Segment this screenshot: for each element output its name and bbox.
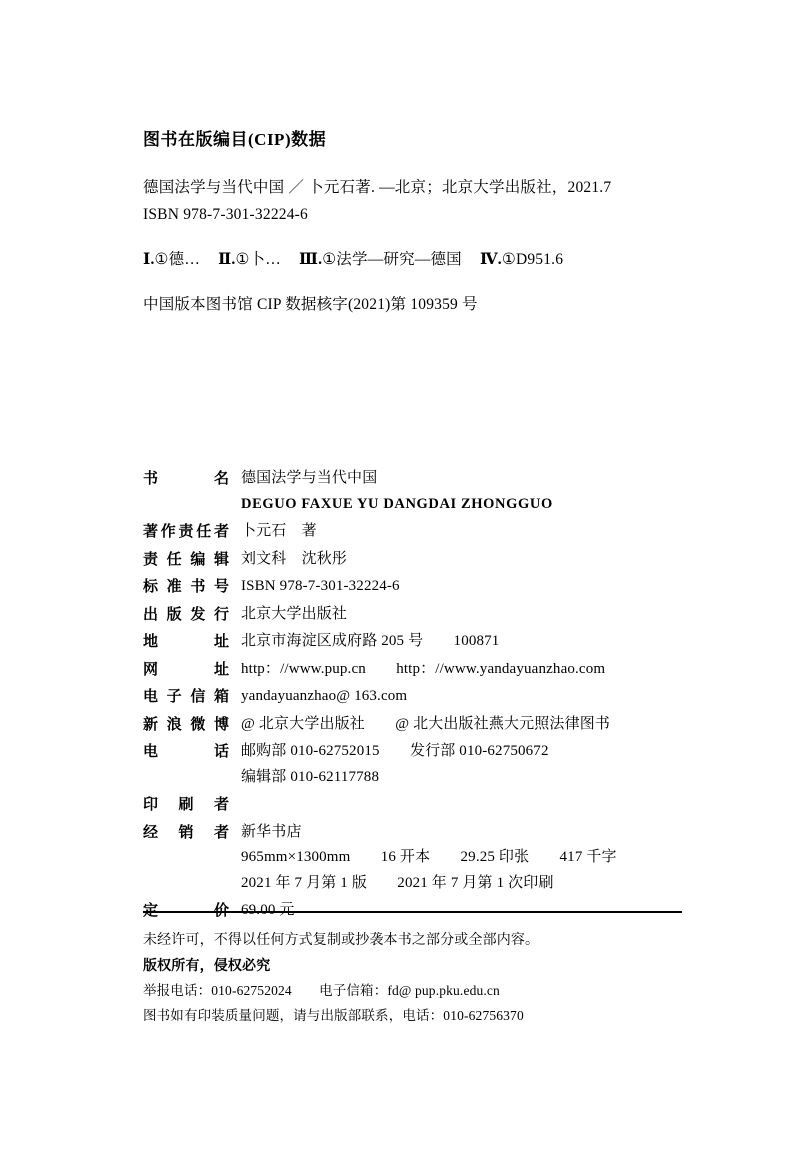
label-char: 编 bbox=[190, 550, 206, 568]
row-value-email[interactable]: yandayuanzhao@ 163.com bbox=[241, 688, 408, 704]
row-label-address bbox=[143, 629, 229, 655]
label-char: 版 bbox=[166, 605, 182, 623]
label-char: 者 bbox=[213, 796, 229, 813]
label-char: 箱 bbox=[213, 688, 229, 705]
row-value-website[interactable]: http：//www.pup.cn http：//www.yandayuanzhao.com bbox=[241, 660, 606, 677]
report-contact-line: 举报电话：010-62752024 电子信箱：fd@ pup.pku.edu.cn bbox=[143, 983, 500, 998]
colophon-row-publisher bbox=[143, 602, 688, 628]
label-char: 微 bbox=[190, 715, 206, 733]
classification-text-3: ①法学—研究—德国 bbox=[322, 251, 462, 268]
label-char: 价 bbox=[213, 902, 229, 919]
label-char: 刷 bbox=[178, 796, 194, 813]
classification-segment bbox=[218, 251, 281, 268]
label-char: 经 bbox=[143, 823, 159, 841]
label-char: 定 bbox=[143, 902, 159, 919]
copyright-notice: 未经许可，不得以任何方式复制或抄袭本书之部分或全部内容。 bbox=[143, 933, 540, 948]
label-char: 址 bbox=[213, 660, 229, 678]
quality-contact-line: 图书如有印装质量问题，请与出版部联系，电话：010-62756370 bbox=[143, 1008, 524, 1023]
label-char: 书 bbox=[190, 578, 206, 595]
row-value-price: 69.00 元 bbox=[241, 902, 295, 918]
row-label-phone bbox=[143, 739, 229, 765]
colophon-table bbox=[143, 466, 688, 926]
phone-line-2: 编辑部 010-62117788 bbox=[241, 768, 380, 785]
cip-heading: 图书在版编目(CIP)数据 bbox=[143, 130, 327, 149]
classification-segment bbox=[480, 251, 563, 268]
label-char: 电 bbox=[143, 743, 159, 760]
colophon-row-title bbox=[143, 466, 688, 517]
cip-classification-line bbox=[143, 246, 663, 273]
classification-text-1: ①德… bbox=[154, 251, 201, 268]
distributor-name: 新华书店 bbox=[241, 823, 302, 840]
cip-block bbox=[143, 128, 663, 336]
classification-text-2: ①卜… bbox=[235, 251, 281, 268]
classification-segment bbox=[299, 251, 462, 268]
row-value-editor: 刘文科 沈秋彤 bbox=[241, 550, 348, 567]
colophon-row-distributor bbox=[143, 820, 688, 897]
roman-numeral-1: Ⅰ. bbox=[143, 251, 155, 268]
label-char: 博 bbox=[213, 715, 229, 733]
rights-reserved-statement: 版权所有，侵权必究 bbox=[143, 957, 271, 973]
label-char: 标 bbox=[143, 578, 159, 595]
roman-numeral-4: Ⅳ. bbox=[479, 251, 502, 268]
row-label-editor bbox=[143, 547, 229, 573]
label-char: 书 bbox=[143, 470, 159, 487]
phone-line-1: 邮购部 010-62752015 发行部 010-62750672 bbox=[241, 743, 549, 759]
row-value-printer bbox=[229, 792, 688, 818]
cip-title-paragraph bbox=[143, 174, 663, 228]
label-char: 辑 bbox=[213, 550, 229, 568]
roman-numeral-2: Ⅱ. bbox=[218, 251, 236, 268]
horizontal-divider bbox=[143, 911, 682, 913]
label-char: 任 bbox=[166, 550, 182, 568]
label-char: 名 bbox=[213, 470, 229, 487]
row-value-publisher: 北京大学出版社 bbox=[241, 605, 348, 622]
colophon-row-author bbox=[143, 519, 688, 545]
row-label-publisher bbox=[143, 602, 229, 628]
row-value-phone bbox=[229, 739, 688, 790]
label-char: 信 bbox=[190, 688, 206, 705]
label-char: 行 bbox=[213, 605, 229, 623]
classification-text-4: ①D951.6 bbox=[501, 251, 564, 268]
colophon-row-isbn bbox=[143, 574, 688, 600]
copyright-footer bbox=[143, 928, 688, 1028]
row-label-distributor bbox=[143, 820, 229, 846]
label-char: 印 bbox=[143, 796, 159, 813]
label-char: 责 bbox=[178, 523, 194, 540]
book-specs: 965mm×1300mm 16 开本 29.25 印张 417 千字 bbox=[241, 849, 617, 865]
label-char: 网 bbox=[143, 660, 159, 678]
label-char: 著 bbox=[143, 523, 159, 540]
cip-isbn-line: ISBN 978-7-301-32224-6 bbox=[143, 206, 308, 223]
label-char: 销 bbox=[178, 823, 194, 841]
row-value-address: 北京市海淀区成府路 205 号 100871 bbox=[241, 633, 500, 649]
row-label-isbn bbox=[143, 574, 229, 600]
label-char: 号 bbox=[213, 578, 229, 595]
row-value-title bbox=[229, 466, 688, 517]
row-value-weibo: @ 北京大学出版社 @ 北大出版社燕大元照法律图书 bbox=[241, 715, 611, 732]
print-edition: 2021 年 7 月第 1 版 2021 年 7 月第 1 次印刷 bbox=[241, 874, 554, 891]
colophon-row-address bbox=[143, 629, 688, 655]
label-char: 电 bbox=[143, 688, 159, 705]
label-char: 者 bbox=[213, 523, 229, 540]
row-label-printer bbox=[143, 792, 229, 818]
classification-segment bbox=[143, 251, 200, 268]
label-char: 任 bbox=[196, 523, 212, 540]
label-char: 话 bbox=[213, 743, 229, 760]
row-value-distributor bbox=[229, 820, 688, 897]
label-char: 者 bbox=[213, 823, 229, 841]
row-label-email bbox=[143, 684, 229, 710]
row-label-title bbox=[143, 466, 229, 492]
label-char: 发 bbox=[190, 605, 206, 623]
cip-archive-line: 中国版本图书馆 CIP 数据核字(2021)第 109359 号 bbox=[143, 296, 478, 313]
colophon-row-phone bbox=[143, 739, 688, 790]
colophon-row-editor bbox=[143, 547, 688, 573]
label-char: 出 bbox=[143, 605, 159, 623]
label-char: 地 bbox=[143, 633, 159, 650]
label-char: 浪 bbox=[166, 715, 182, 733]
roman-numeral-3: Ⅲ. bbox=[299, 251, 323, 268]
cip-title-line: 德国法学与当代中国 ／ 卜元石著. —北京；北京大学出版社，2021.7 bbox=[143, 179, 612, 196]
colophon-row-printer bbox=[143, 792, 688, 818]
label-char: 责 bbox=[143, 550, 159, 568]
colophon-row-website bbox=[143, 657, 688, 683]
row-label-author bbox=[143, 519, 229, 545]
colophon-row-weibo bbox=[143, 712, 688, 738]
row-value-author: 卜元石 著 bbox=[241, 523, 317, 539]
row-label-website bbox=[143, 657, 229, 683]
colophon-row-email bbox=[143, 684, 688, 710]
book-title-pinyin: DEGUO FAXUE YU DANGDAI ZHONGGUO bbox=[241, 495, 553, 512]
label-char: 准 bbox=[166, 578, 182, 595]
row-value-isbn: ISBN 978-7-301-32224-6 bbox=[241, 578, 400, 594]
book-title-cn: 德国法学与当代中国 bbox=[241, 470, 378, 486]
label-char: 址 bbox=[213, 633, 229, 650]
label-char: 新 bbox=[143, 715, 159, 733]
label-char: 子 bbox=[166, 688, 182, 705]
row-label-weibo bbox=[143, 712, 229, 738]
label-char: 作 bbox=[160, 523, 176, 540]
